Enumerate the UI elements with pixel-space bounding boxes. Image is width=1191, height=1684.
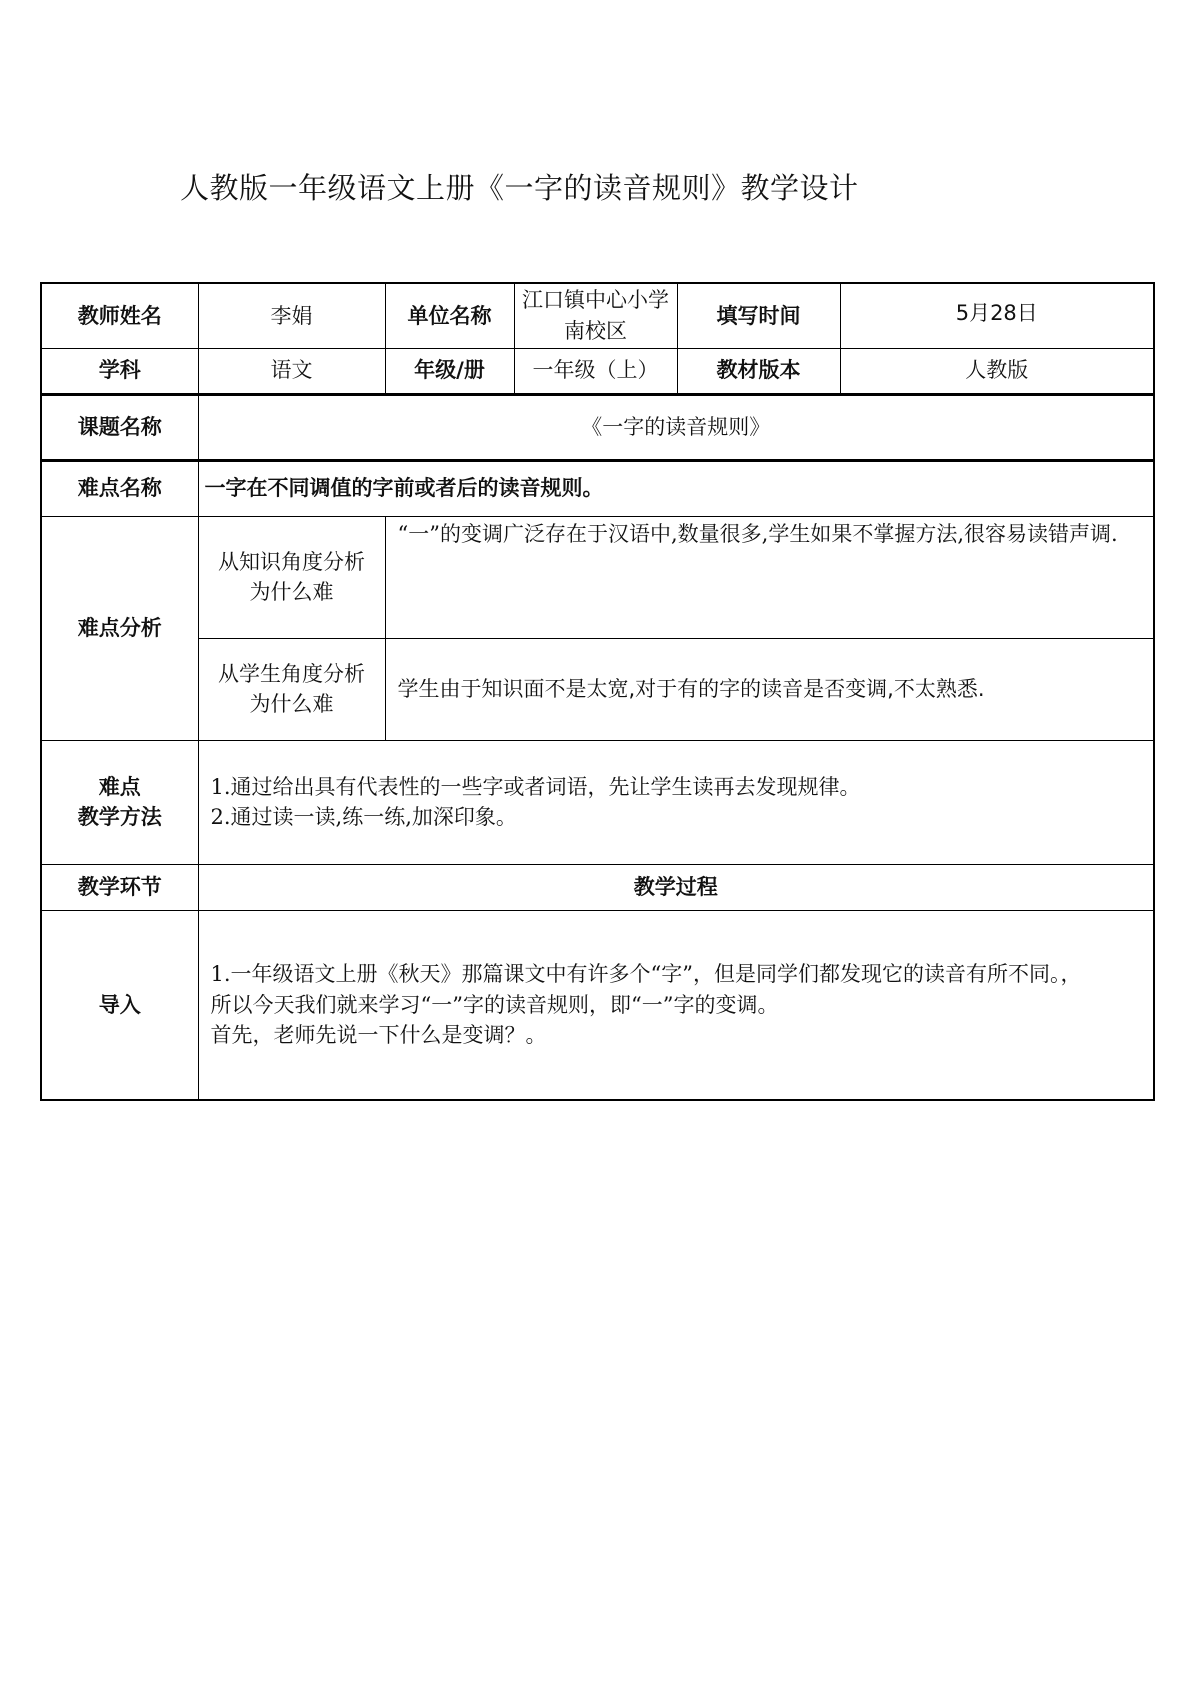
student-angle-text: 学生由于知识面不是太宽,对于有的字的读音是否变调,不太熟悉. xyxy=(385,638,1154,740)
knowledge-angle-line-2: 为什么难 xyxy=(249,580,334,604)
teacher-name-value: 李娟 xyxy=(198,283,385,348)
analysis-row-student xyxy=(41,638,1154,740)
unit-name-line-1: 江口镇中心小学 xyxy=(522,288,669,313)
method-label xyxy=(41,740,198,864)
intro-label: 导入 xyxy=(41,910,198,1100)
method-label-line-2: 教学方法 xyxy=(77,805,162,829)
student-angle-line-1: 从学生角度分析 xyxy=(218,661,365,686)
method-text xyxy=(198,740,1154,864)
unit-name-value xyxy=(514,283,677,348)
intro-row xyxy=(41,910,1154,1100)
unit-name-label: 单位名称 xyxy=(385,283,514,348)
subject-label: 学科 xyxy=(41,348,198,394)
fill-date-value: 5月28日 xyxy=(840,283,1154,348)
student-angle-label xyxy=(198,638,385,740)
student-angle-line-2: 为什么难 xyxy=(249,692,334,716)
grade-label: 年级/册 xyxy=(385,348,514,394)
method-label-line-1: 难点 xyxy=(98,774,141,799)
topic-label: 课题名称 xyxy=(41,394,198,460)
edition-label: 教材版本 xyxy=(677,348,840,394)
difficulty-label: 难点名称 xyxy=(41,460,198,516)
analysis-row-knowledge xyxy=(41,516,1154,638)
page-title: 人教版一年级语文上册《一字的读音规则》教学设计 xyxy=(180,171,859,205)
intro-line-2: 所以今天我们就来学习“一”字的读音规则，即“一”字的变调。 xyxy=(210,992,779,1017)
grade-value: 一年级（上） xyxy=(514,348,677,394)
analysis-label: 难点分析 xyxy=(41,516,198,740)
difficulty-row xyxy=(41,460,1154,516)
info-row-2 xyxy=(41,348,1154,394)
difficulty-value: 一字在不同调值的字前或者后的读音规则。 xyxy=(198,460,1154,516)
knowledge-angle-line-1: 从知识角度分析 xyxy=(218,549,365,574)
method-line-2: 2.通过读一读,练一练,加深印象。 xyxy=(210,805,517,829)
subject-value: 语文 xyxy=(198,348,385,394)
method-line-1: 1.通过给出具有代表性的一些字或者词语，先让学生读再去发现规律。 xyxy=(210,774,861,799)
process-header-row xyxy=(41,864,1154,910)
teacher-name-label: 教师姓名 xyxy=(41,283,198,348)
teaching-process-header: 教学过程 xyxy=(198,864,1154,910)
topic-value: 《一字的读音规则》 xyxy=(198,394,1154,460)
edition-value: 人教版 xyxy=(840,348,1154,394)
info-row-1 xyxy=(41,283,1154,348)
intro-text xyxy=(198,910,1154,1100)
intro-line-1: 1.一年级语文上册《秋天》那篇课文中有许多个“字”，但是同学们都发现它的读音有所不同。， xyxy=(210,962,1082,987)
fill-date-label: 填写时间 xyxy=(677,283,840,348)
teaching-step-header: 教学环节 xyxy=(41,864,198,910)
method-row xyxy=(41,740,1154,864)
topic-row xyxy=(41,394,1154,460)
knowledge-angle-label xyxy=(198,516,385,638)
intro-line-3: 首先，老师先说一下什么是变调？。 xyxy=(210,1022,547,1047)
knowledge-angle-text: “一”的变调广泛存在于汉语中,数量很多,学生如果不掌握方法,很容易读错声调. xyxy=(385,516,1154,638)
unit-name-line-2: 南校区 xyxy=(564,318,627,343)
lesson-plan-table xyxy=(40,282,1155,1101)
